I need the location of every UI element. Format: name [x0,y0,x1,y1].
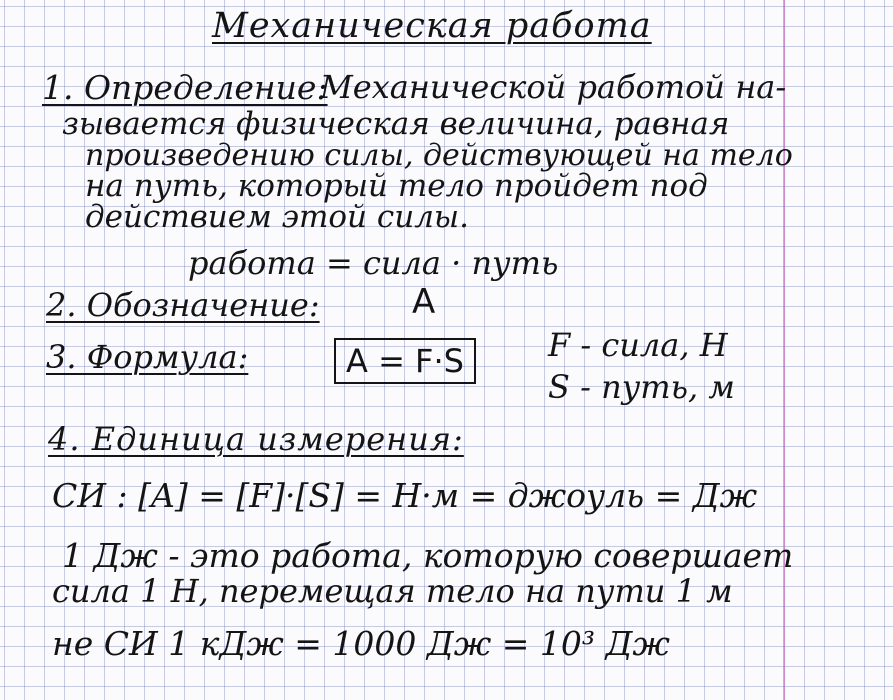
definition-heading: 1. Определение: [42,68,328,107]
joule-explanation-line-1: 1 Дж - это работа, которую совершает [62,536,794,575]
formula-box: A = F·S [334,338,476,384]
joule-explanation-line-2: сила 1 Н, перемещая тело на пути 1 м [52,572,733,610]
definition-line-5: действием этой силы. [85,199,470,235]
formula-heading: 3. Формула: [46,338,249,376]
word-formula: работа = сила · путь [188,244,559,282]
si-units-line: СИ : [A] = [F]·[S] = Н·м = джоуль = Дж [52,476,758,515]
notation-heading: 2. Обозначение: [46,286,320,324]
units-heading: 4. Единица измерения: [48,420,464,458]
definition-line-3: произведению силы, действующей на тело [85,138,793,173]
page-title: Механическая работа [212,6,652,46]
notation-symbol: A [412,282,436,322]
definition-line-2: зывается физическая величина, равная [62,106,730,142]
formula-legend-f: F - сила, Н [548,326,728,364]
definition-line-1: Механической работой на- [320,68,787,106]
formula-legend-s: S - путь, м [548,368,735,406]
definition-line-4: на путь, который тело пройдет под [85,168,708,204]
non-si-units-line: не СИ 1 кДж = 1000 Дж = 10³ Дж [52,624,670,663]
